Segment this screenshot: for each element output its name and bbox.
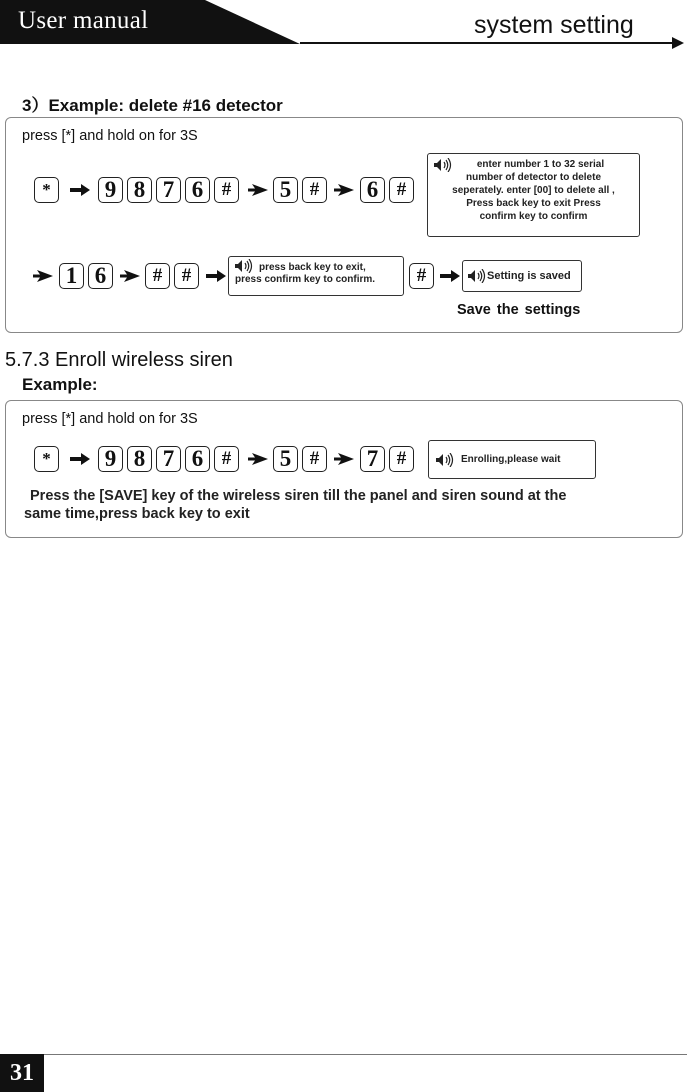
prompt-line: enter number 1 to 32 serial: [476, 159, 605, 170]
keypad-key: 8: [127, 446, 152, 472]
saved-message-box: [462, 260, 582, 292]
arrow-icon: [119, 269, 141, 283]
delete-prompt-box: [427, 153, 640, 237]
prompt-line: Press back key to exit Press: [466, 198, 601, 209]
keypad-key: 5: [273, 446, 298, 472]
section-title: system setting: [474, 11, 634, 39]
hold-instruction: press [*] and hold on for 3S: [22, 411, 198, 427]
prompt-line: confirm key to confirm: [479, 211, 588, 222]
keypad-key: #: [389, 446, 414, 472]
exit-prompt-line: press back key to exit,: [259, 262, 366, 273]
arrow-icon: [69, 183, 91, 197]
exit-prompt-box: [228, 256, 404, 296]
arrow-icon: [247, 183, 269, 197]
hold-instruction: press [*] and hold on for 3S: [22, 128, 198, 144]
keypad-key: 7: [156, 177, 181, 203]
example-subheading: Example:: [22, 375, 98, 394]
saved-message: Setting is saved: [487, 270, 571, 282]
example-heading: 3）Example: delete #16 detector: [22, 96, 283, 115]
save-caption: Save the settings: [457, 302, 581, 318]
keypad-key: #: [174, 263, 199, 289]
keypad-key: *: [34, 177, 59, 203]
keypad-key: #: [214, 177, 239, 203]
header-arrow-icon: [672, 37, 684, 49]
enrolling-message: Enrolling,please wait: [461, 454, 561, 465]
exit-prompt-line: press confirm key to confirm.: [235, 274, 376, 285]
siren-note-line: same time,press back key to exit: [24, 506, 250, 522]
speaker-icon: [433, 158, 453, 172]
keypad-key: *: [34, 446, 59, 472]
keypad-key: 1: [59, 263, 84, 289]
manual-title: User manual: [18, 7, 149, 34]
enrolling-message-box: [428, 440, 596, 479]
prompt-line: seperately. enter [00] to delete all ,: [452, 185, 615, 196]
footer-rule: [43, 1054, 687, 1055]
keypad-key: #: [145, 263, 170, 289]
keypad-key: 9: [98, 446, 123, 472]
keypad-key: 8: [127, 177, 152, 203]
page-number: 31: [0, 1054, 44, 1092]
keypad-key: #: [302, 177, 327, 203]
arrow-icon: [205, 269, 227, 283]
arrow-icon: [69, 452, 91, 466]
keypad-key: 6: [185, 446, 210, 472]
keypad-key: 7: [360, 446, 385, 472]
keypad-key: 7: [156, 446, 181, 472]
keypad-key: #: [214, 446, 239, 472]
speaker-icon: [467, 269, 487, 283]
speaker-icon: [234, 259, 254, 273]
keypad-key: 5: [273, 177, 298, 203]
arrow-icon: [32, 269, 54, 283]
prompt-line: number of detector to delete: [465, 172, 601, 183]
keypad-key: 6: [88, 263, 113, 289]
keypad-key: 6: [185, 177, 210, 203]
keypad-key: 6: [360, 177, 385, 203]
arrow-icon: [247, 452, 269, 466]
section-heading: 5.7.3 Enroll wireless siren: [5, 349, 233, 371]
speaker-icon: [435, 453, 455, 467]
keypad-key: #: [389, 177, 414, 203]
arrow-icon: [333, 452, 355, 466]
keypad-key: #: [409, 263, 434, 289]
arrow-icon: [439, 269, 461, 283]
arrow-icon: [333, 183, 355, 197]
keypad-key: 9: [98, 177, 123, 203]
header-rule: [300, 42, 675, 44]
siren-note-line: Press the [SAVE] key of the wireless siren till the panel and siren sound at the: [30, 488, 567, 504]
keypad-key: #: [302, 446, 327, 472]
